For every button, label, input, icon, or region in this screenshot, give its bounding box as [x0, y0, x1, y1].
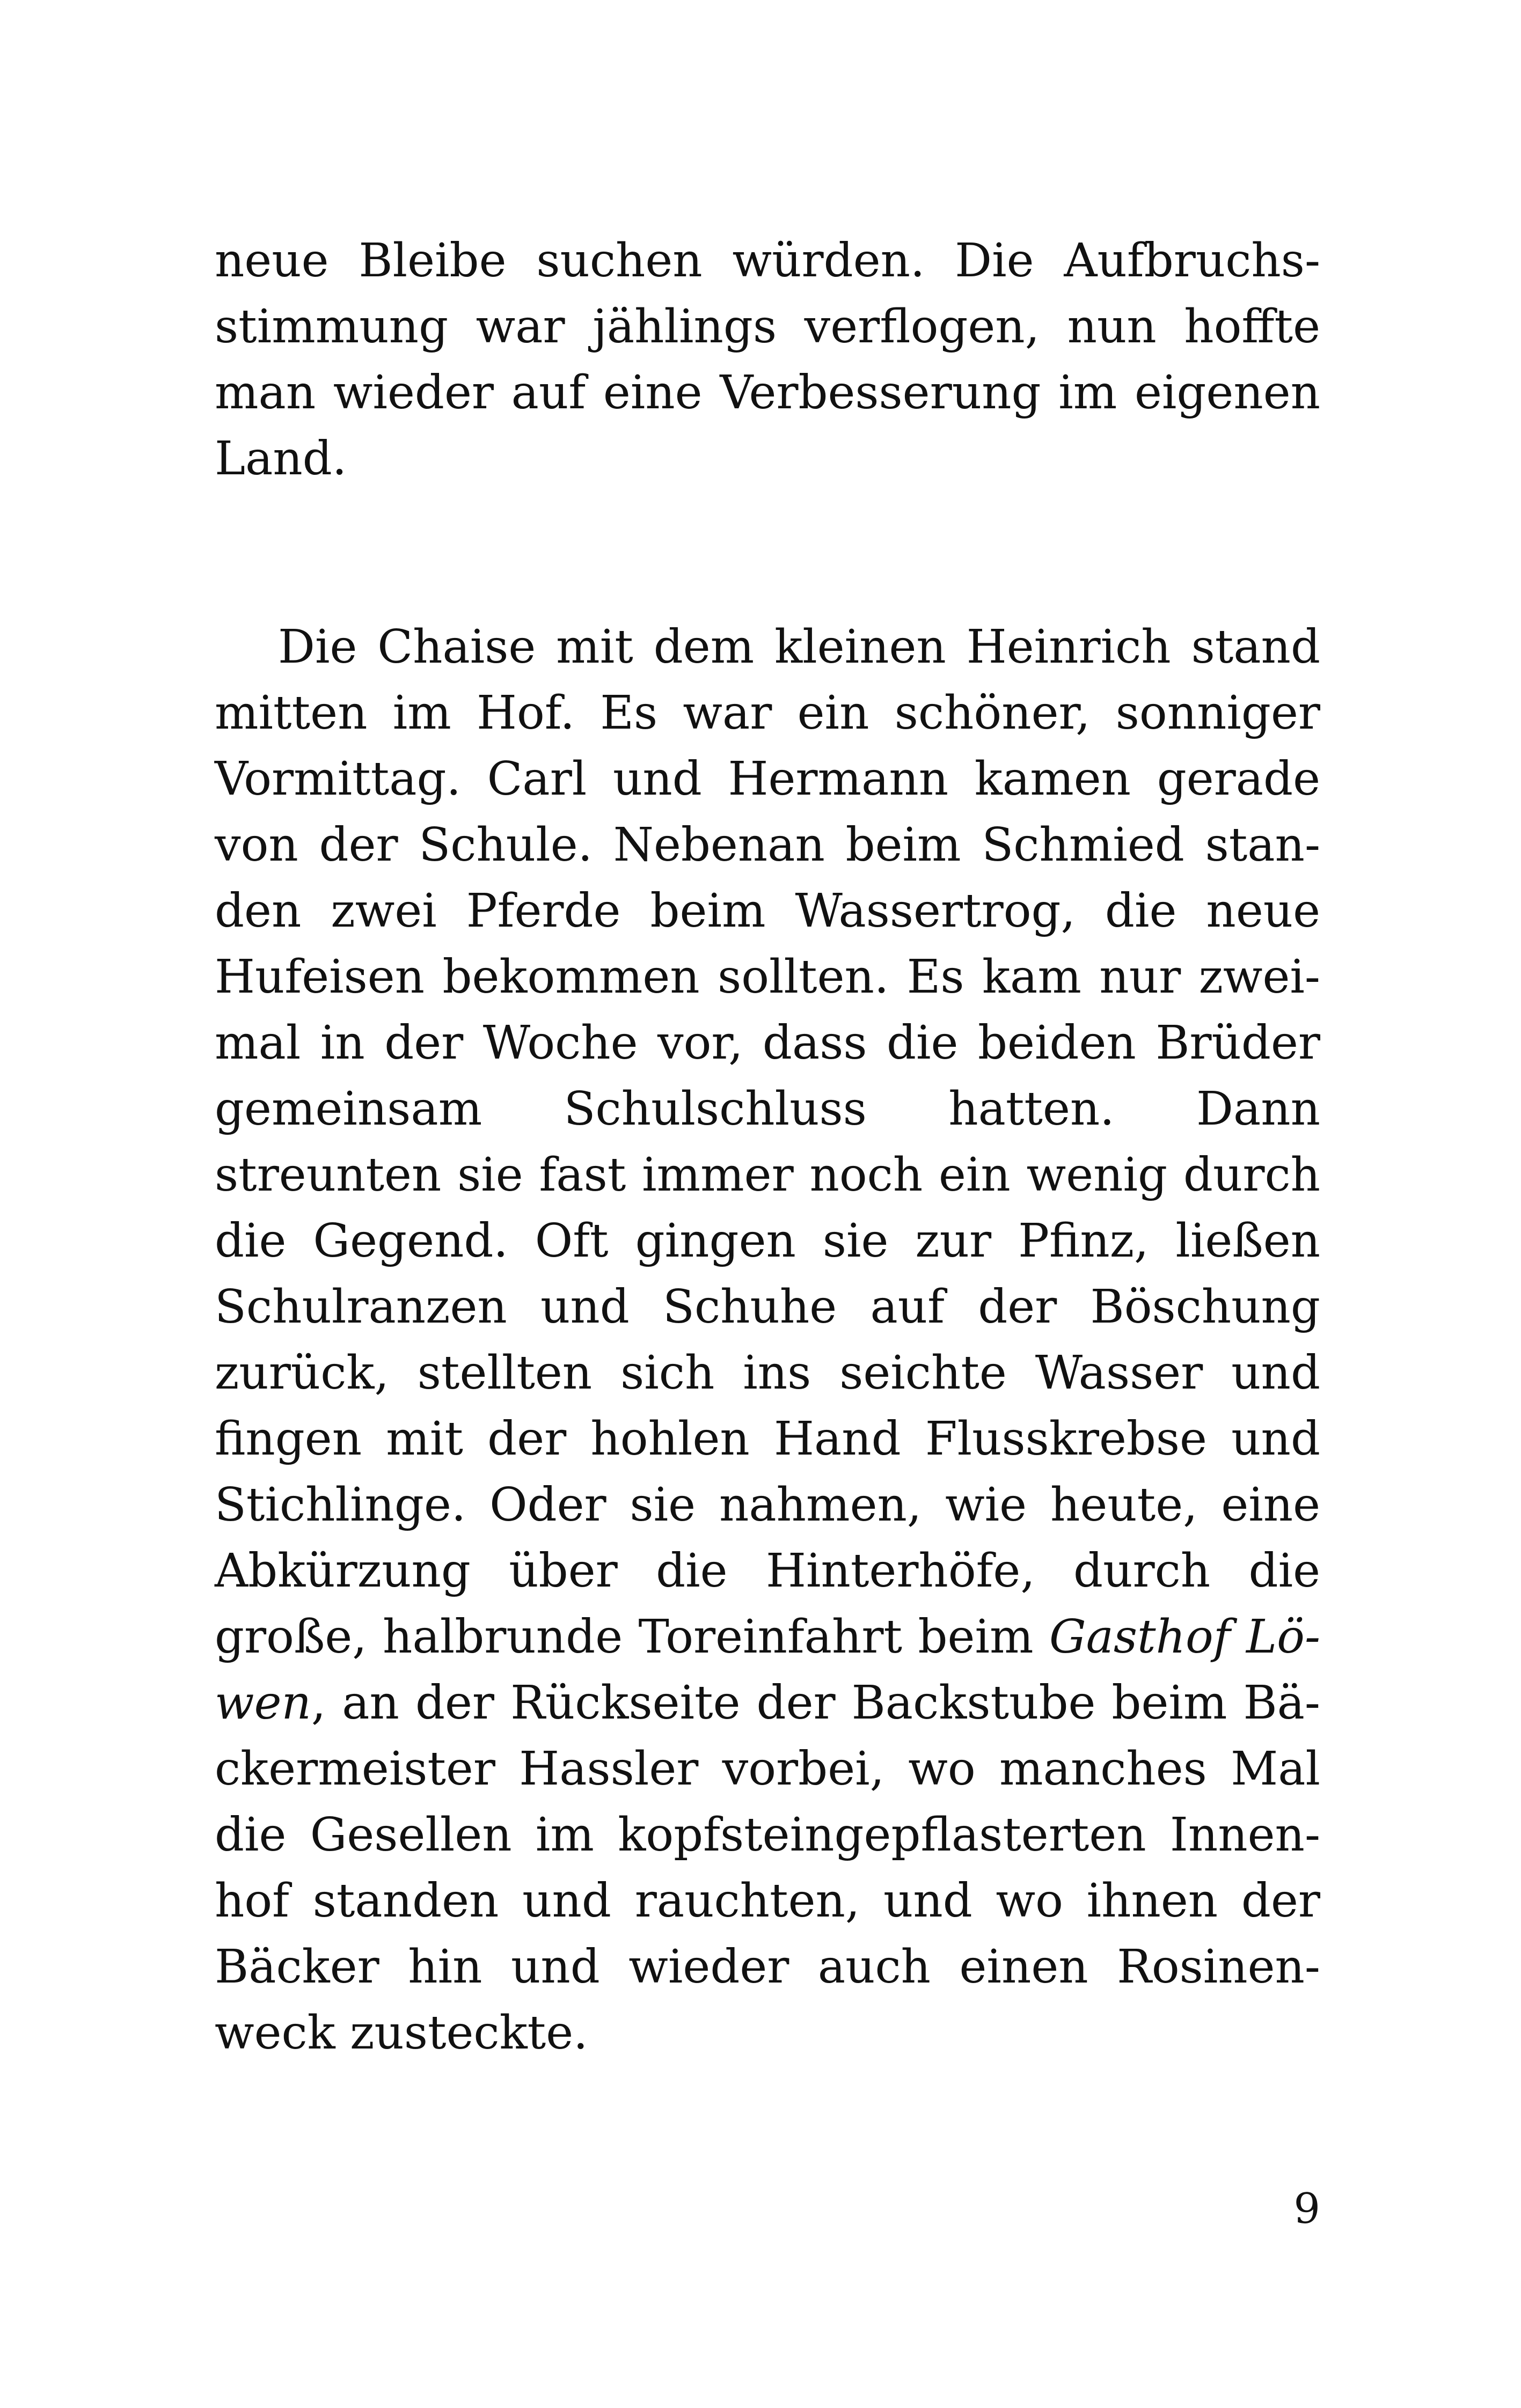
text-line: von der Schule. Nebenan beim Schmied stan- — [215, 818, 1320, 872]
italic-place-name: Gasthof Lö- — [1049, 1610, 1320, 1664]
text-line: Land. — [215, 432, 347, 486]
text-line-with-italic — [215, 1670, 1320, 1736]
text-line: fingen mit der hohlen Hand Flusskrebse und — [215, 1412, 1320, 1466]
italic-place-name: wen — [215, 1676, 311, 1730]
text-line-with-italic — [215, 1604, 1320, 1670]
paragraph-2 — [215, 614, 1320, 2066]
text-line: Die Chaise mit dem kleinen Heinrich stand — [278, 620, 1320, 674]
text-line: die Gegend. Oft gingen sie zur Pfinz, ließen — [215, 1214, 1320, 1268]
text-line: ckermeister Hassler vorbei, wo manches Mal — [215, 1742, 1320, 1796]
text-segment: , an der Rückseite der Backstube beim Bä- — [311, 1676, 1320, 1730]
text-line: weck zusteckte. — [215, 2006, 588, 2060]
text-line: hof standen und rauchten, und wo ihnen der — [215, 1874, 1320, 1928]
text-line: den zwei Pferde beim Wassertrog, die neue — [215, 884, 1320, 938]
paragraph-1 — [215, 228, 1320, 492]
text-line: Abkürzung über die Hinterhöfe, durch die — [215, 1544, 1320, 1598]
text-line: Schulranzen und Schuhe auf der Böschung — [215, 1280, 1320, 1334]
text-line: Vormittag. Carl und Hermann kamen gerade — [215, 752, 1320, 806]
text-line: stimmung war jählings verflogen, nun hoffte — [215, 300, 1320, 354]
text-line: man wieder auf eine Verbesserung im eigenen — [215, 366, 1320, 420]
text-line: streunten sie fast immer noch ein wenig durch — [215, 1148, 1320, 1202]
text-line: Hufeisen bekommen sollten. Es kam nur zwei- — [215, 950, 1320, 1004]
text-line: mitten im Hof. Es war ein schöner, sonniger — [215, 686, 1320, 740]
text-line: zurück, stellten sich ins seichte Wasser und — [215, 1346, 1320, 1400]
text-line: gemeinsam Schulschluss hatten. Dann — [215, 1082, 1320, 1136]
text-line: mal in der Woche vor, dass die beiden Brüder — [215, 1016, 1320, 1070]
text-segment: große, halbrunde Toreinfahrt beim — [215, 1610, 1049, 1664]
text-line: die Gesellen im kopfsteingepflasterten Innen- — [215, 1808, 1320, 1862]
text-line: neue Bleibe suchen würden. Die Aufbruchs- — [215, 234, 1320, 288]
page-number: 9 — [1293, 2185, 1320, 2233]
text-line: Stichlinge. Oder sie nahmen, wie heute, eine — [215, 1478, 1320, 1532]
text-line: Bäcker hin und wieder auch einen Rosinen- — [215, 1940, 1320, 1994]
